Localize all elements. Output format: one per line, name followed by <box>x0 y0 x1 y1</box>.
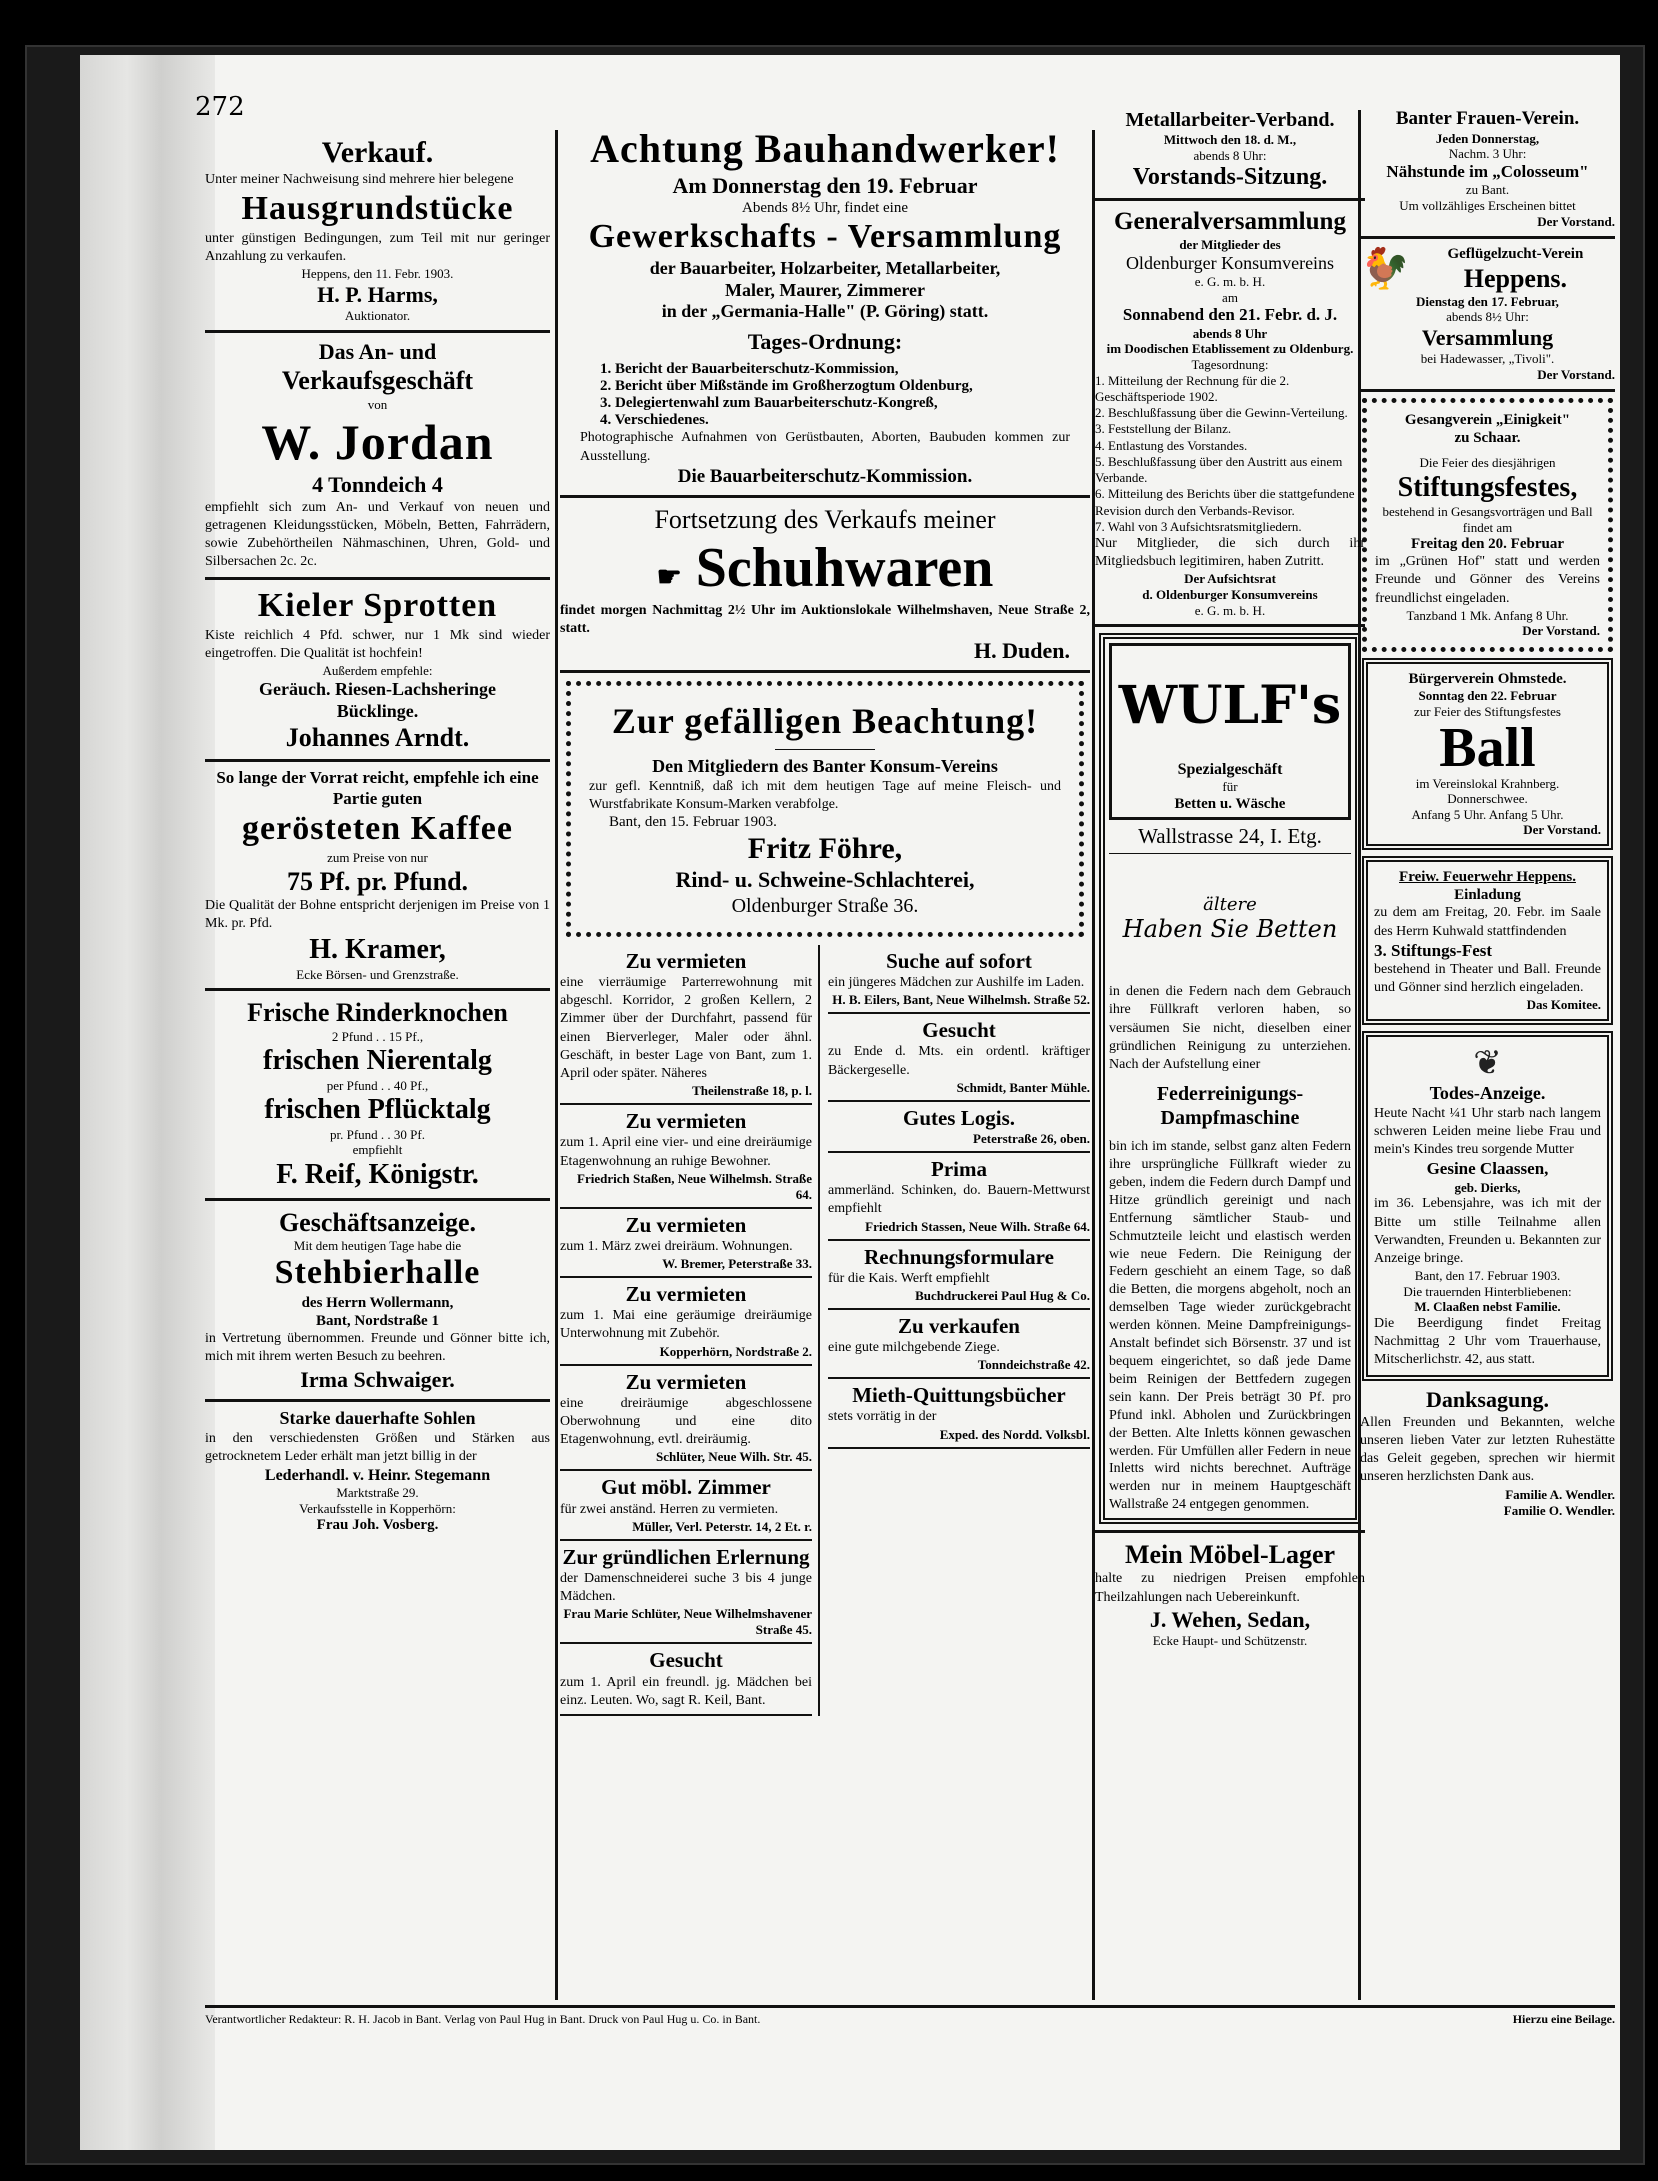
ad-place: im Vereinslokal Krahnberg. Donnerschwee. <box>1415 775 1560 807</box>
ad-date: Sonnabend den 21. Febr. d. J. <box>1122 305 1338 325</box>
ad-headline: Starke dauerhafte Sohlen <box>279 1408 476 1428</box>
classified-signature: Friedrich Stassen, Neue Wilh. Straße 64. <box>865 1218 1090 1234</box>
wulf-items: Betten u. Wäsche <box>1174 795 1286 812</box>
classified-title: Gut möbl. Zimmer <box>601 1475 771 1500</box>
classified-text: zum 1. März zwei dreiräum. Wohnungen. <box>560 1238 793 1254</box>
ad-text: der Mitglieder des <box>1179 236 1281 252</box>
ad-headline-text: Schuhwaren <box>695 536 994 599</box>
wulf-logo-box <box>1109 643 1351 820</box>
column-1 <box>205 135 550 1534</box>
ad-place: Heppens. <box>1463 263 1568 293</box>
classified-ad <box>828 945 1090 1014</box>
column-rule <box>555 130 558 2000</box>
classified-ad <box>560 945 812 1105</box>
ad-wulf <box>1099 633 1361 1524</box>
ad-address: Ecke Börsen- und Grenzstraße. <box>296 966 459 982</box>
classified-ad <box>828 1014 1090 1102</box>
footer-imprint: Verantwortlicher Redakteur: R. H. Jacob in Bant. Verlag von Paul Hug in Bant. Druck von Paul Hug u. Co. in Bant. <box>205 2012 761 2026</box>
ad-headline: Achtung Bauhandwerker! <box>590 126 1060 171</box>
ad-metall <box>1095 108 1365 192</box>
ad-signature: Der Vorstand. <box>1537 213 1615 229</box>
classified-ad <box>828 1241 1090 1310</box>
ad-times: Anfang 5 Uhr. Anfang 5 Uhr. <box>1411 806 1564 822</box>
ad-verkauf <box>205 135 550 324</box>
ad-signature: Familie A. Wendler. <box>1505 1486 1615 1502</box>
classified-ad <box>560 1366 812 1472</box>
ad-text: Die trauernden Hinterbliebenen: <box>1403 1283 1572 1299</box>
classified-signature: Exped. des Nordd. Volksbl. <box>939 1426 1090 1442</box>
ad-title: Bürgerverein Ohmstede. <box>1408 671 1567 688</box>
classified-text: der Damenschneiderei suche 3 bis 4 junge Mädchen. <box>560 1570 812 1605</box>
classified-title: Prima <box>931 1156 987 1181</box>
classified-ad <box>560 1644 812 1716</box>
ad-kaffee <box>205 768 550 982</box>
ad-text: empfiehlt <box>352 1142 403 1158</box>
agenda-item: 1. Mitteilung der Rechnung für die 2. Geschäftsperiode 1902. <box>1095 372 1290 404</box>
classified-signature: Schlüter, Neue Wilh. Str. 45. <box>655 1449 812 1465</box>
ad-shop: Lederhandl. v. Heinr. Stegemann <box>264 1466 491 1484</box>
ad-jordan <box>205 339 550 571</box>
ad-text: halte zu niedrigen Preisen empfohlen Theilzahlungen nach Uebereinkunft. <box>1095 1571 1365 1605</box>
ad-text: Photographische Aufnahmen von Gerüstbauten, Aborten, Baubuden kommen zur Ausstellung. <box>580 430 1070 464</box>
classified-title: Zu vermieten <box>625 1282 747 1307</box>
classified-ad <box>828 1153 1090 1241</box>
classified-signature: H. B. Eilers, Bant, Neue Wilhelmsh. Straße 52. <box>832 992 1090 1008</box>
classified-title: Zu vermieten <box>625 1212 747 1237</box>
agenda-list <box>1095 373 1365 536</box>
agenda-item: 2. Beschlußfassung über die Gewinn-Verteilung. <box>1095 405 1348 421</box>
ad-text: im „Grünen Hof" statt und werden Freunde und Gönner des Vereins freundlichst eingeladen. <box>1375 554 1600 606</box>
ad-signature: Familie O. Wendler. <box>1503 1502 1615 1518</box>
classified-title: Gesucht <box>922 1018 996 1043</box>
ad-signature: H. Kramer, <box>309 934 446 966</box>
column-2 <box>560 125 1090 1716</box>
ad-address: Marktstraße 29. <box>336 1485 419 1501</box>
ad-headline: Frische Rinderknochen <box>247 998 508 1028</box>
ad-title: Metallarbeiter-Verband. <box>1125 109 1335 131</box>
small-ads-left <box>560 945 820 1716</box>
ad-konsum <box>1095 207 1365 618</box>
agenda-item: 5. Beschlußfassung über den Austritt aus einem Verbande. <box>1095 453 1343 486</box>
ad-subhead: Tages-Ordnung: <box>747 328 903 354</box>
ad-text: findet am <box>1462 519 1513 535</box>
ad-subhead: Tagesordnung: <box>1191 356 1269 372</box>
classified-signature: Peterstraße 26, oben. <box>973 1130 1090 1146</box>
classified-text: stets vorrätig in der <box>828 1409 937 1425</box>
ad-signature: Der Aufsichtsrat <box>1184 571 1276 587</box>
footer-supplement: Hierzu eine Beilage. <box>1512 2012 1615 2026</box>
classified-title: Zur gründlichen Erlernung <box>562 1544 810 1569</box>
ad-title: Verkaufsgeschäft <box>281 366 474 396</box>
ad-text: Kiste reichlich 4 Pfd. schwer, nur 1 Mk sind wieder eingetroffen. Die Qualität ist hochfein! <box>205 628 550 662</box>
ad-headline: Zur gefälligen Beachtung! <box>611 701 1039 742</box>
classified-title: Gutes Logis. <box>902 1105 1015 1130</box>
ad-date: Freitag den 20. Februar <box>1410 536 1565 553</box>
ad-time: abends 8 Uhr <box>1192 325 1268 341</box>
ad-signature: F. Reif, Königstr. <box>276 1159 479 1191</box>
classified-text: eine dreiräumige abgeschlossene Oberwohnung und eine dito Etagenwohnung, evtl. dreiräumig. <box>560 1395 812 1448</box>
classified-ad <box>560 1471 812 1540</box>
agenda-item: 3. Feststellung der Bilanz. <box>1095 421 1232 437</box>
page-number: 272 <box>195 92 245 122</box>
ad-time: abends 8 Uhr: <box>1193 147 1267 163</box>
ad-signature: Das Komitee. <box>1526 997 1601 1013</box>
ad-text: Mit dem heutigen Tage habe die <box>293 1237 462 1253</box>
rooster-icon: 🐓 <box>1360 245 1410 291</box>
ad-headline: Kieler Sprotten <box>257 587 498 625</box>
ad-headline: Mein Möbel-Lager <box>1124 1540 1336 1570</box>
ad-time: Abends 8½ Uhr, findet eine <box>741 200 909 217</box>
classified-signature: Buchdruckerei Paul Hug & Co. <box>915 1287 1090 1303</box>
ad-headline: Stehbierhalle <box>274 1254 481 1292</box>
ad-headline: Versammlung <box>1421 324 1554 350</box>
ad-address: Bant, Nordstraße 1 <box>316 1313 439 1330</box>
ad-text: bestehend in Theater und Ball. Freunde und Gönner sind herzlich eingeladen. <box>1374 961 1601 995</box>
ad-title: Geflügelzucht-Verein <box>1447 245 1584 262</box>
ad-buerger <box>1362 658 1613 850</box>
ad-text: Allen Freunden und Bekannten, welche unseren lieben Vater zur letzten Ruhestätte das Geleit gegeben, sprechen wir hiermit unseren herzlichsten Dank aus. <box>1360 1414 1615 1485</box>
ad-text: Verkaufsstelle in Kopperhörn: <box>299 1500 456 1516</box>
pointing-hand-icon: ☛ <box>656 561 682 593</box>
wulf-logo: WULF's <box>1118 674 1342 736</box>
ad-signature: H. P. Harms, <box>317 281 438 307</box>
ad-headline <box>560 535 1090 602</box>
ad-text: e. G. m. b. H. <box>1194 274 1266 290</box>
classified-text: ein jüngeres Mädchen zur Aushilfe im Laden. <box>828 975 1085 991</box>
agenda-item: 7. Wahl von 3 Aufsichtsratsmitgliedern. <box>1095 518 1302 534</box>
ad-headline: Vorstands-Sitzung. <box>1132 164 1328 191</box>
ad-title: Danksagung. <box>1426 1387 1549 1413</box>
wulf-handwriting: Haben Sie Betten <box>1122 915 1338 944</box>
ad-signature: Johannes Arndt. <box>285 723 470 753</box>
ad-headline: frischen Nierentalg <box>263 1045 492 1077</box>
classified-ad <box>560 1105 812 1209</box>
classified-text: zum 1. April ein freundl. jg. Mädchen bei einz. Leuten. Wo, sagt R. Keil, Bant. <box>560 1674 812 1708</box>
classified-title: Zu vermieten <box>625 1369 747 1394</box>
ad-text: zur Feier des Stiftungsfestes <box>1414 704 1561 720</box>
ad-place: zu Schaar. <box>1454 429 1521 446</box>
classified-signature: Tonndeichstraße 42. <box>977 1357 1090 1373</box>
classified-title: Suche auf sofort <box>886 948 1032 973</box>
ad-text: Die Feier des diesjährigen <box>1419 454 1556 470</box>
agenda-item: 2. Bericht über Mißstände im Großherzogtum Oldenburg, <box>600 378 973 395</box>
agenda-item: 3. Delegiertenwahl zum Bauarbeiterschutz-Kongreß, <box>600 395 938 412</box>
ad-date: Dienstag den 17. Februar, <box>1416 293 1559 309</box>
ad-signature: H. Duden. <box>974 638 1070 664</box>
ad-date: Heppens, den 11. Febr. 1903. <box>301 266 454 282</box>
ad-signature: Der Vorstand. <box>1537 366 1615 382</box>
ad-text: zu dem am Freitag, 20. Febr. im Saale des Herrn Kuhwald stattfindenden <box>1374 905 1601 939</box>
ad-signature: J. Wehen, Sedan, <box>1149 1606 1311 1632</box>
agenda-item: 6. Mitteilung des Berichts über die stattgefundene Revision durch den Verbands-Revisor. <box>1095 486 1355 518</box>
classified-signature: Kopperhörn, Nordstraße 2. <box>659 1343 812 1359</box>
ad-item: Bücklinge. <box>336 700 419 721</box>
ad-text: So lange der Vorrat reicht, empfehle ich eine Partie guten <box>216 768 539 808</box>
ad-headline: Stiftungsfestes, <box>1397 471 1578 503</box>
wulf-address: Wallstrasse 24, I. Etg. <box>1138 823 1322 848</box>
classified-text: ammerländ. Schinken, do. Bauern-Mettwurst empfiehlt <box>828 1183 1090 1217</box>
ad-price: 2 Pfund . . 15 Pf., <box>331 1028 424 1044</box>
classified-text: zu Ende d. Mts. ein ordentl. kräftiger Bäckergeselle. <box>828 1044 1090 1078</box>
agenda-item: 4. Verschiedenes. <box>600 412 709 429</box>
ad-signature: Irma Schwaiger. <box>300 1366 455 1392</box>
ad-text: des Herrn Wollermann, <box>301 1295 454 1312</box>
ad-trade: Rind- u. Schweine-Schlachterei, <box>675 867 975 893</box>
small-ads-right <box>828 945 1090 1716</box>
classified-ad <box>560 1209 812 1278</box>
ad-time: abends 8½ Uhr: <box>1446 309 1529 325</box>
ad-headline: Gewerkschafts - Versammlung <box>588 218 1062 256</box>
classified-title: Mieth-Quittungsbücher <box>852 1383 1066 1408</box>
ad-text: im 36. Lebensjahre, was ich mit der Bitte um stille Teilnahme allen Verwandten, Freunden u. Bekannten zur Anzeige bringe. <box>1374 1196 1601 1266</box>
column-3 <box>1095 108 1365 1649</box>
ad-price: per Pfund . . 40 Pf., <box>326 1077 429 1093</box>
ad-price: pr. Pfund . . 30 Pf. <box>330 1126 425 1142</box>
classified-ad <box>560 1278 812 1366</box>
ad-schuhwaren <box>560 504 1090 665</box>
classified-ad <box>560 1541 812 1645</box>
wulf-fuer: für <box>1222 779 1238 795</box>
ad-title: Freiw. Feuerwehr Heppens. <box>1399 869 1576 886</box>
ad-text: Nur Mitglieder, die sich durch ihr Mitgliedsbuch legitimiren, haben Zutritt. <box>1095 536 1365 570</box>
ad-date: Bant, den 17. Februar 1903. <box>1414 1268 1561 1284</box>
ad-text: bin ich im stande, selbst ganz alten Federn ihre ursprüngliche Füllkraft wieder zu geben, indem die Federn durch Dampf und Hitze gründlich gereinigt und nach Entfernung sämtlicher Staub- und Schmutzteile leicht und elastisch werden wie neue Federn. Die Reinigung der Federn geschieht an einem Tage, so daß die Betten, die morgens abgeholt, noch an demselben Tage wieder zurückgebracht werden können. Meine Dampfreinigungs-Anstalt befindet sich Börsenstr. 37 und ist bequem eingerichtet, so daß jede Dame beim Reinigen der Bettfedern zugegen sein kann. Der Preis beträgt 30 Pf. pro Pfund inkl. Abholen und Zurückbringen der Betten. Alte Inletts können gewaschen werden. Für Umfüllen aller Federn in neue Inletts wird nichts berechnet. Aufträge werden nur in meinem Hauptgeschäft Wallstraße 24 entgegen genommen. <box>1109 1139 1351 1513</box>
agenda-item: 4. Entlastung des Vorstandes. <box>1095 437 1248 453</box>
ad-name: Gesine Claassen, <box>1426 1159 1549 1179</box>
classified-text: zum 1. Mai eine geräumige dreiräumige Unterwohnung mit Zubehör. <box>560 1308 812 1342</box>
ad-headline: Einladung <box>1454 887 1521 904</box>
page-footer <box>205 2005 1615 2027</box>
classified-title: Zu vermieten <box>625 1109 747 1134</box>
ad-bauhandwerker <box>560 125 1090 489</box>
classified-signature: Friedrich Staßen, Neue Wilhelmsh. Straße 64. <box>577 1170 812 1202</box>
ad-text: am <box>1222 289 1238 305</box>
classified-title: Rechnungsformulare <box>864 1244 1054 1269</box>
binding-spine <box>80 55 215 2150</box>
classified-signature: Theilenstraße 18, p. l. <box>692 1083 812 1099</box>
ad-signature: e. G. m. b. H. <box>1194 602 1266 618</box>
ad-price: 75 Pf. pr. Pfund. <box>286 866 469 896</box>
ad-fee: Tanzband 1 Mk. Anfang 8 Uhr. <box>1406 607 1569 623</box>
ad-todes <box>1362 1031 1613 1381</box>
agenda-list <box>560 361 1090 429</box>
wulf-sub: Spezialgeschäft <box>1177 761 1283 779</box>
ad-text: Die Beerdigung findet Freitag Nachmittag 2 Uhr vom Trauerhause, Mitscherlichstr. 42, aus statt. <box>1374 1315 1601 1368</box>
ad-title: Banter Frauen-Verein. <box>1395 108 1580 129</box>
ad-text: der Bauarbeiter, Holzarbeiter, Metallarbeiter, <box>649 258 1001 279</box>
classified-text: eine gute milchgebende Ziege. <box>828 1340 1000 1356</box>
ad-text: von <box>367 396 388 412</box>
ad-date: Bant, den 15. Februar 1903. <box>609 814 777 831</box>
ad-date: Mittwoch den 18. d. M., <box>1163 132 1297 147</box>
ad-title: Gesangverein „Einigkeit" <box>1404 411 1571 428</box>
ad-signature: Der Vorstand. <box>1522 623 1600 639</box>
ad-text: unter günstigen Bedingungen, zum Teil mit nur geringer Anzahlung zu verkaufen. <box>205 230 550 265</box>
ad-headline: Hausgrundstücke <box>241 190 514 228</box>
classified-title: Zu verkaufen <box>898 1313 1020 1338</box>
ad-org: Oldenburger Konsumvereins <box>1125 252 1335 273</box>
ad-text: zum Preise von nur <box>327 849 428 865</box>
classified-ad <box>828 1379 1090 1448</box>
ad-place: im Doodischen Etablissement zu Oldenburg. <box>1106 341 1354 357</box>
classified-signature: Frau Marie Schlüter, Neue Wilhelmshavener Straße 45. <box>563 1606 812 1638</box>
ad-place: in der „Germania-Halle" (P. Göring) statt. <box>661 301 989 322</box>
ad-text: Außerdem empfehle: <box>322 663 433 679</box>
ad-nee: geb. Dierks, <box>1454 1179 1521 1195</box>
ad-moebel <box>1095 1539 1365 1649</box>
ad-signature: Fritz Föhre, <box>747 832 903 866</box>
classified-ad <box>828 1310 1090 1379</box>
ad-text: bestehend in Gesangsvorträgen und Ball <box>1382 504 1593 520</box>
wulf-handwriting: ältere <box>1203 894 1257 916</box>
classified-text: eine vierräumige Parterrewohnung mit abgeschl. Korridor, 2 großen Kellern, 2 Zimmer über der Durchfahrt, passend für einen Bierverleger, Maler oder ähnl. Geschäft, in bester Lage von Bant, zum 1. April oder später. Näheres <box>560 975 812 1081</box>
ad-headline: Federreinigungs-Dampfmaschine <box>1156 1083 1304 1130</box>
ad-text: in denen die Federn nach dem Gebrauch ihre Füllkraft verloren haben, so versäumen Sie nicht, dieselben einer gründlichen Reinigung zu unterziehen. Nach der Aufstellung einer <box>1109 984 1351 1072</box>
ad-intro: Fortsetzung des Verkaufs meiner <box>654 504 996 534</box>
ad-text: Heute Nacht ¼1 Uhr starb nach langem schweren Leiden meine liebe Frau und mein's Kindes treu sorgende Mutter <box>1374 1105 1601 1158</box>
ad-text: Maler, Maurer, Zimmerer <box>725 279 925 300</box>
classified-title: Zu vermieten <box>625 948 747 973</box>
ad-title: Verkauf. <box>321 136 434 169</box>
ad-title: Das An- und <box>318 338 437 364</box>
ad-date: Sonntag den 22. Februar <box>1418 688 1557 704</box>
classified-text: für zwei anständ. Herren zu vermieten. <box>560 1501 779 1517</box>
ad-gefluegel <box>1360 245 1615 383</box>
wreath-icon: ❦ <box>1473 1045 1502 1083</box>
ad-venue: bei Hadewasser, „Tivoli". <box>1420 351 1555 367</box>
ad-headline: Nähstunde im „Colosseum" <box>1386 161 1589 181</box>
ad-place: zu Bant. <box>1465 182 1510 198</box>
ad-time: Nachm. 3 Uhr: <box>1448 146 1527 162</box>
ad-signature: M. Claaßen nebst Familie. <box>1414 1299 1561 1315</box>
ad-knochen <box>205 997 550 1191</box>
classified-text: zum 1. April eine vier- und eine dreiräumige Etagenwohnung an ruhige Bewohner. <box>560 1135 812 1169</box>
ad-event: 3. Stiftungs-Fest <box>1374 940 1493 960</box>
ad-headline: W. Jordan <box>261 414 494 471</box>
ad-role: Auktionator. <box>344 308 411 324</box>
agenda-item: 1. Bericht der Bauarbeiterschutz-Kommission, <box>600 361 899 378</box>
ad-date: Am Donnerstag den 19. Februar <box>672 173 978 198</box>
ad-signature: d. Oldenburger Konsumvereins <box>1142 587 1318 602</box>
ad-sohlen <box>205 1408 550 1534</box>
ad-einigkeit <box>1362 398 1613 653</box>
ad-title: Geschäftsanzeige. <box>278 1207 477 1237</box>
ad-headline: frischen Pflücktalg <box>264 1094 491 1126</box>
column-4 <box>1360 108 1615 1519</box>
ad-title: Todes-Anzeige. <box>1429 1083 1546 1104</box>
ad-frauen <box>1360 108 1615 230</box>
ad-text: Um vollzähliges Erscheinen bittet <box>1399 197 1576 213</box>
ad-signature: Frau Joh. Vosberg. <box>316 1517 439 1534</box>
ad-headline: gerösteten Kaffee <box>242 810 513 848</box>
ad-foehre <box>566 681 1084 937</box>
ad-signature: Die Bauarbeiterschutz-Kommission. <box>677 465 973 487</box>
ad-text: findet morgen Nachmittag 2½ Uhr im Auktionslokale Wilhelmshaven, Neue Straße 2, statt. <box>560 602 1090 637</box>
classified-title: Gesucht <box>649 1648 723 1673</box>
ad-bierhalle <box>205 1207 550 1393</box>
ad-dank <box>1360 1387 1615 1518</box>
ad-text: empfiehlt sich zum An- und Verkauf von neuen und getragenen Kleidungsstücken, Möbeln, Betten, Fahrrädern, sowie Zubehörtheilen Nähmaschinen, Uhren, Gold- und Silbersachen 2c. 2c. <box>205 499 550 570</box>
small-ads <box>560 945 1090 1716</box>
classified-ad <box>828 1102 1090 1153</box>
ad-headline: Ball <box>1439 716 1536 779</box>
ad-lead: Den Mitgliedern des Banter Konsum-Vereins <box>652 756 998 777</box>
ad-address: Ecke Haupt- und Schützenstr. <box>1152 1633 1308 1649</box>
ad-text: in den verschiedensten Größen und Stärken aus getrocknetem Leder erhält man jetzt billig in der <box>205 1430 550 1464</box>
ad-headline: Generalversammlung <box>1114 207 1346 235</box>
ad-feuerwehr <box>1362 856 1613 1025</box>
ad-signature: Der Vorstand. <box>1523 822 1601 838</box>
ad-date: Jeden Donnerstag, <box>1435 130 1540 146</box>
ad-text: Unter meiner Nachweisung sind mehrere hier belegene <box>205 172 514 187</box>
ad-item: Geräuch. Riesen-Lachsheringe <box>259 679 496 700</box>
ad-text: zur gefl. Kenntniß, daß ich mit dem heutigen Tage auf meine Fleisch- und Wurstfabrikate Konsum-Marken verabfolge. <box>589 779 1061 813</box>
ad-sprotten <box>205 586 550 753</box>
classified-text: für die Kais. Werft empfiehlt <box>828 1270 990 1286</box>
ad-address: 4 Tonndeich 4 <box>312 472 443 498</box>
classified-signature: W. Bremer, Peterstraße 33. <box>662 1256 812 1272</box>
ad-text: in Vertretung übernommen. Freunde und Gönner bitte ich, mich mit ihrem werten Besuch zu beehren. <box>205 1331 550 1365</box>
ad-text: Die Qualität der Bohne entspricht derjenigen im Preise von 1 Mk. pr. Pfd. <box>205 897 550 931</box>
classified-signature: Müller, Verl. Peterstr. 14, 2 Et. r. <box>632 1518 812 1534</box>
ad-address: Oldenburger Straße 36. <box>731 894 919 917</box>
classified-signature: Schmidt, Banter Mühle. <box>956 1079 1090 1095</box>
